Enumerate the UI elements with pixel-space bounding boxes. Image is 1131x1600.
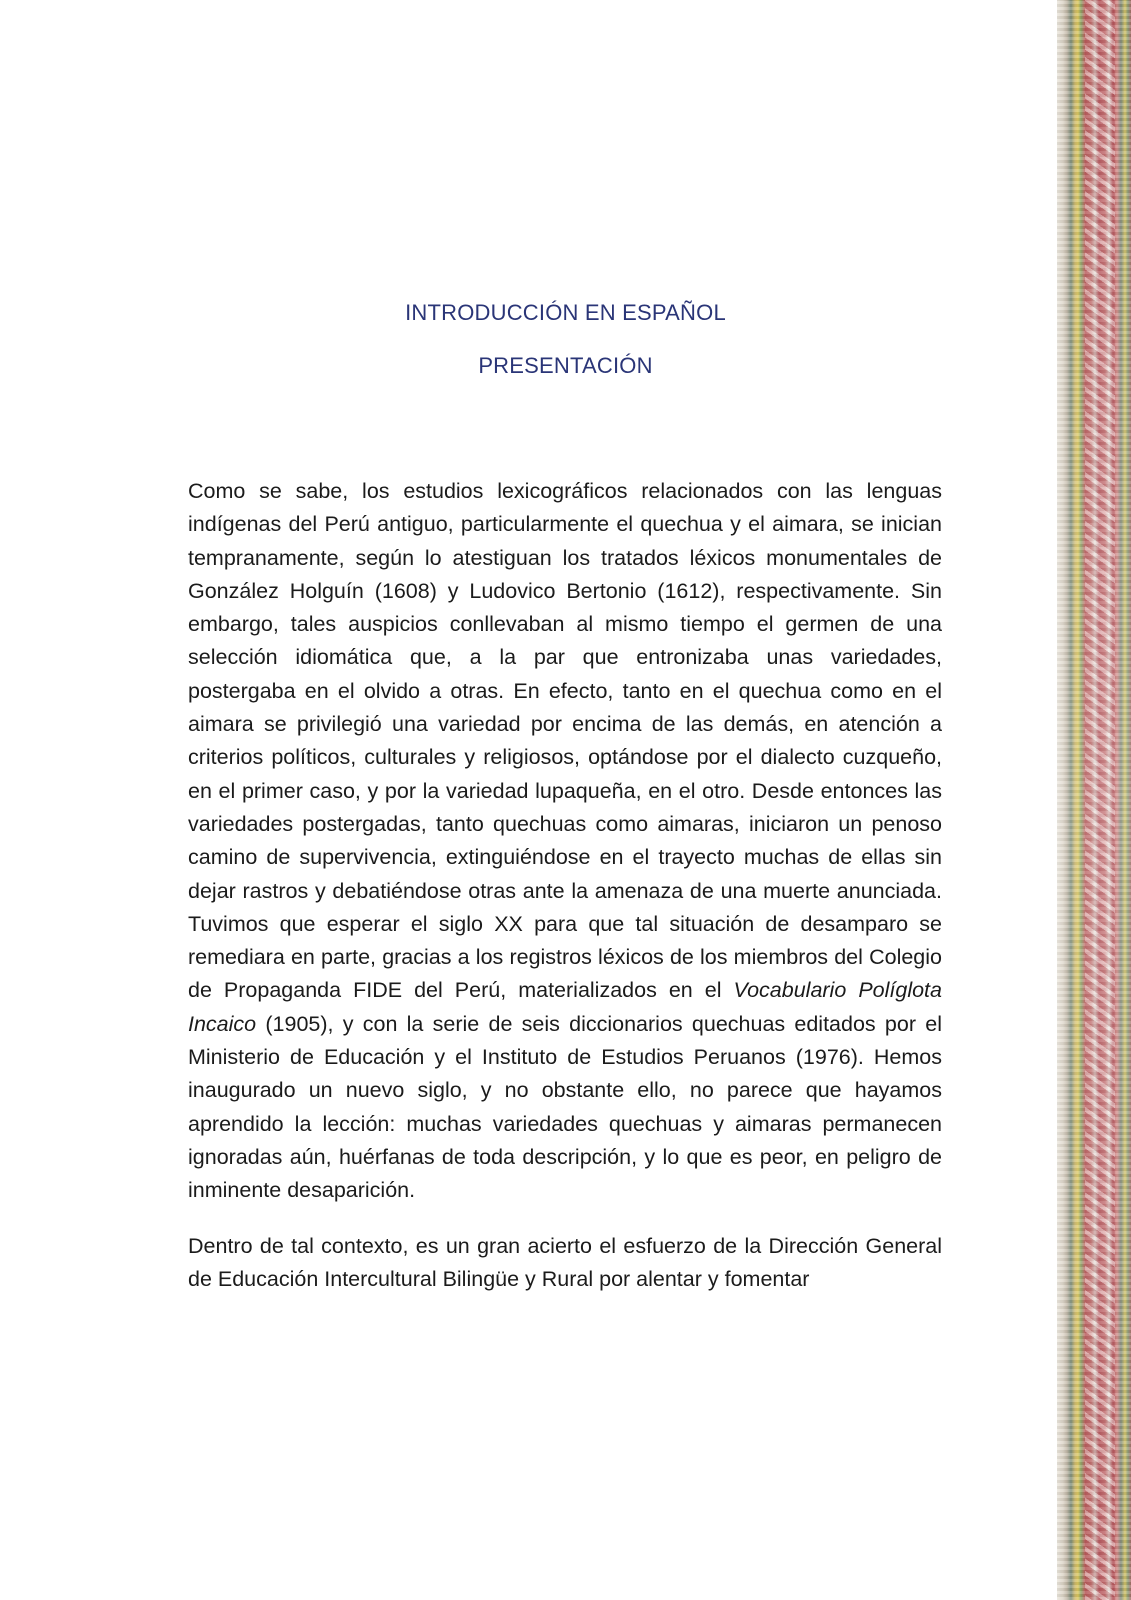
section-subtitle: PRESENTACIÓN (478, 353, 653, 378)
paragraph-1 (188, 475, 942, 1208)
woven-textile-border (1057, 0, 1131, 1600)
body-text (188, 475, 942, 1296)
section-title: INTRODUCCIÓN EN ESPAÑOL (405, 300, 726, 325)
paragraph-1-text-b: (1905), y con la serie de seis diccionarios quechuas editados por el Ministerio de Educación y el Instituto de Estudios Peruanos (1976). Hemos inaugurado un nuevo siglo, y no obstante ello, no parece que hayamos aprendido la lección: muchas variedades quechuas y aimaras permanecen ignoradas aún, huérfanas de toda descripción, y lo que es peor, en peligro de inminente desaparición. (188, 1011, 942, 1203)
paragraph-1-text-a: Como se sabe, los estudios lexicográficos relacionados con las lenguas indígenas del Perú antiguo, particularmente el quechua y el aimara, se inician tempranamente, según lo atestiguan los tratados léxicos monumentales de González Holguín (1608) y Ludovico Bertonio (1612), respectivamente. Sin embargo, tales auspicios conllevaban al mismo tiempo el germen de una selección idiomática que, a la par que entronizaba unas variedades, postergaba en el olvido a otras. En efecto, tanto en el quechua como en el aimara se privilegió una variedad por encima de las demás, en atención a criterios políticos, culturales y religiosos, optándose por el dialecto cuzqueño, en el primer caso, y por la variedad lupaqueña, en el otro. Desde entonces las variedades postergadas, tanto quechuas como aimaras, iniciaron un penoso camino de supervivencia, extinguiéndose en el trayecto muchas de ellas sin dejar rastros y debatiéndose otras ante la amenaza de una muerte anunciada. Tuvimos que esperar el siglo XX para que tal situación de desamparo se remediara en parte, gracias a los registros léxicos de los miembros del Colegio de Propaganda FIDE del Perú, materializados en el (188, 479, 942, 1003)
book-title-italic: Vocabulario Políglota Incaico (188, 978, 942, 1036)
paragraph-2: Dentro de tal contexto, es un gran acierto el esfuerzo de la Dirección General de Educación Intercultural Bilingüe y Rural por alentar y fomentar (188, 1233, 942, 1291)
heading-block (0, 300, 1131, 379)
